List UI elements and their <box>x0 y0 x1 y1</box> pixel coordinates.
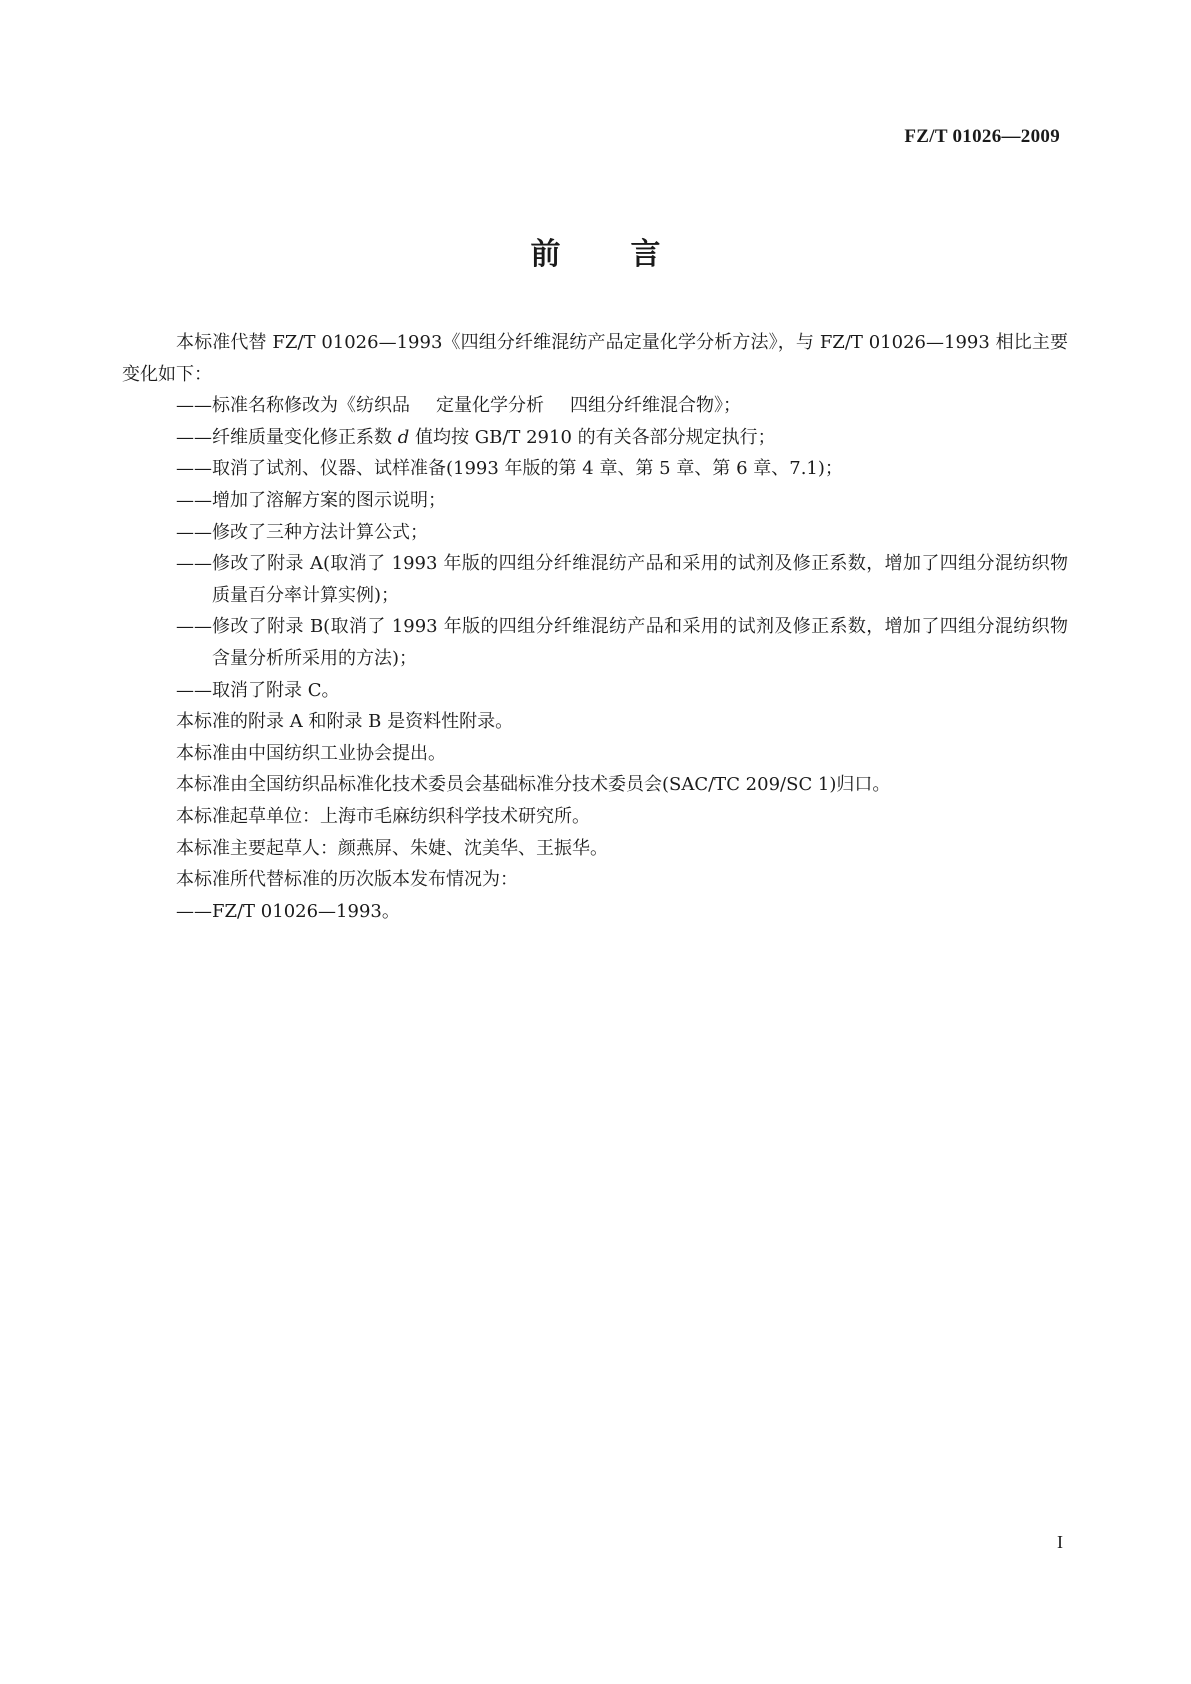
change-item-6 <box>122 548 1068 611</box>
page-number: I <box>1057 1532 1063 1552</box>
change-item-4-text: 增加了溶解方案的图示说明； <box>212 489 446 511</box>
dash-marker: —— <box>176 679 212 701</box>
foreword-body <box>122 327 1068 927</box>
title-char-1: 前 <box>530 237 561 272</box>
change-item-8-text: 取消了附录 C。 <box>212 679 340 701</box>
dash-marker: —— <box>176 616 212 638</box>
change-item-3-text: 取消了试剂、仪器、试样准备(1993 年版的第 4 章、第 5 章、第 6 章、7.1)； <box>212 458 843 480</box>
paragraph-proposer: 本标准由中国纺织工业协会提出。 <box>176 742 446 764</box>
change-item-1-part2: 定量化学分析 <box>436 395 544 417</box>
dash-marker: —— <box>176 521 212 543</box>
intro-paragraph: 本标准代替 FZ/T 01026—1993《四组分纤维混纺产品定量化学分析方法》，与 FZ/T 01026—1993 相比主要变化如下： <box>122 332 1068 385</box>
change-item-2 <box>122 422 1068 454</box>
dash-marker: —— <box>176 395 212 417</box>
paragraph-committee: 本标准由全国纺织品标准化技术委员会基础标准分技术委员会(SAC/TC 209/SC 1)归口。 <box>176 774 891 796</box>
change-item-5 <box>122 517 1068 549</box>
variable-d: d <box>397 426 410 448</box>
dash-marker: —— <box>176 900 212 922</box>
paragraph-drafters: 本标准主要起草人：颜燕屏、朱婕、沈美华、王振华。 <box>176 837 608 859</box>
change-item-1-part3: 四组分纤维混合物》； <box>570 395 741 417</box>
change-item-6-text: 修改了附录 A(取消了 1993 年版的四组分纤维混纺产品和采用的试剂及修正系数，增加了四组分混纺织物质量百分率计算实例)； <box>212 553 1068 606</box>
change-item-7-text: 修改了附录 B(取消了 1993 年版的四组分纤维混纺产品和采用的试剂及修正系数，增加了四组分混纺织物含量分析所采用的方法)； <box>212 616 1068 669</box>
change-item-7 <box>122 611 1068 674</box>
dash-marker: —— <box>176 553 212 575</box>
history-item <box>122 896 1068 928</box>
dash-marker: —— <box>176 458 212 480</box>
change-item-1-part1: 标准名称修改为《纺织品 <box>212 395 410 417</box>
paragraph-history-intro: 本标准所代替标准的历次版本发布情况为： <box>176 869 518 891</box>
change-item-8 <box>122 675 1068 707</box>
history-item-text: FZ/T 01026—1993。 <box>212 900 400 922</box>
dash-marker: —— <box>176 426 212 448</box>
paragraph-drafting-unit: 本标准起草单位：上海市毛麻纺织科学技术研究所。 <box>176 805 590 827</box>
page-title <box>0 229 1191 273</box>
paragraph-annex: 本标准的附录 A 和附录 B 是资料性附录。 <box>176 711 514 733</box>
change-item-2-before: 纤维质量变化修正系数 <box>212 426 398 448</box>
dash-marker: —— <box>176 489 212 511</box>
change-item-4 <box>122 485 1068 517</box>
change-item-5-text: 修改了三种方法计算公式； <box>212 521 428 543</box>
change-item-2-after: 值均按 GB/T 2910 的有关各部分规定执行； <box>409 426 776 448</box>
change-item-3 <box>122 453 1068 485</box>
change-item-1 <box>122 390 1068 422</box>
title-char-2: 言 <box>630 237 661 272</box>
standard-code: FZ/T 01026—2009 <box>904 126 1060 147</box>
